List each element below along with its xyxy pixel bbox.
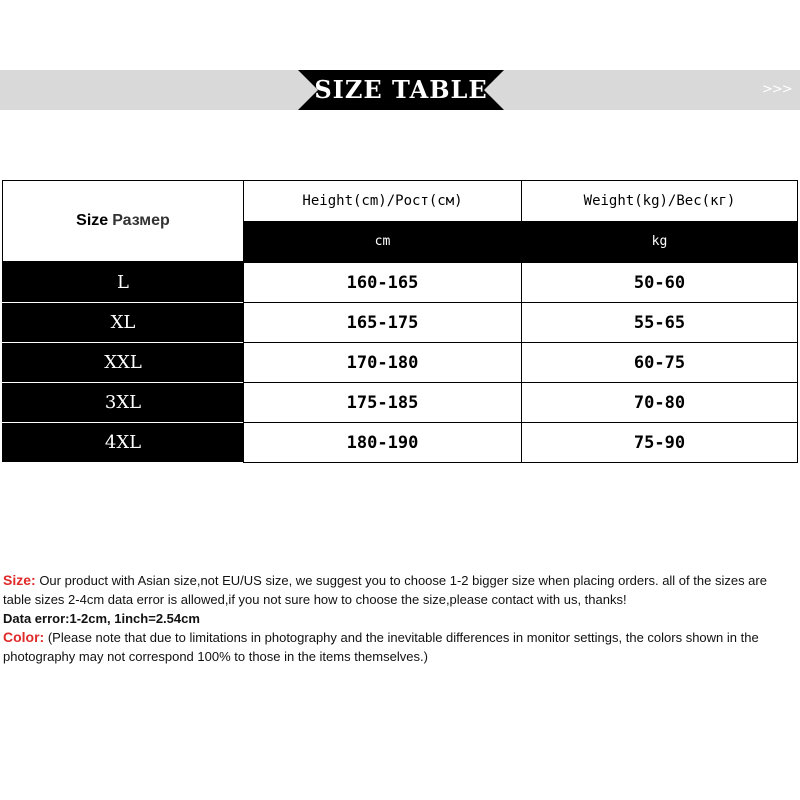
size-value: 4XL: [2, 422, 244, 462]
color-note: [3, 628, 797, 666]
height-value: 180-190: [243, 422, 522, 463]
size-label-en: Size: [76, 212, 109, 229]
notes-section: [3, 571, 797, 666]
table-row: [2, 262, 798, 302]
height-value: 170-180: [243, 342, 522, 383]
size-label-ru: Размер: [112, 212, 170, 229]
size-value: XXL: [2, 342, 244, 382]
size-column-header: [2, 180, 244, 262]
table-row: [2, 342, 798, 382]
data-error-note: Data error:1-2cm, 1inch=2.54cm: [3, 611, 200, 626]
weight-value: 60-75: [521, 342, 798, 383]
size-note-text: Our product with Asian size,not EU/US size, we suggest you to choose 1-2 bigger size when placing orders. all of the sizes are table sizes 2-4cm data error is allowed,if you not sure how to choose the size,please contact with us, thanks!: [3, 573, 767, 607]
size-value: 3XL: [2, 382, 244, 422]
weight-value: 75-90: [521, 422, 798, 463]
chevron-right-icon: >>>: [762, 82, 792, 97]
height-value: 160-165: [243, 262, 522, 303]
size-note: [3, 571, 797, 609]
table-row: [2, 422, 798, 462]
height-value: 165-175: [243, 302, 522, 343]
height-column-header: Height(cm)/Рост(см): [243, 180, 522, 222]
color-note-text: (Please note that due to limitations in photography and the inevitable differences in monitor settings, the colors shown in the photography may not correspond 100% to those in the items themselves.): [3, 630, 759, 664]
height-value: 175-185: [243, 382, 522, 423]
weight-value: 55-65: [521, 302, 798, 343]
banner-title: SIZE TABLE: [314, 75, 488, 104]
weight-column-header: Weight(kg)/Вес(кг): [521, 180, 798, 222]
height-unit: cm: [243, 221, 522, 262]
size-value: XL: [2, 302, 244, 342]
table-row: [2, 302, 798, 342]
size-note-label: Size:: [3, 572, 36, 588]
weight-unit: kg: [521, 221, 798, 262]
weight-value: 50-60: [521, 262, 798, 303]
size-table: [2, 180, 798, 462]
color-note-label: Color:: [3, 629, 45, 645]
weight-value: 70-80: [521, 382, 798, 423]
table-row: [2, 382, 798, 422]
size-value: L: [2, 262, 244, 302]
